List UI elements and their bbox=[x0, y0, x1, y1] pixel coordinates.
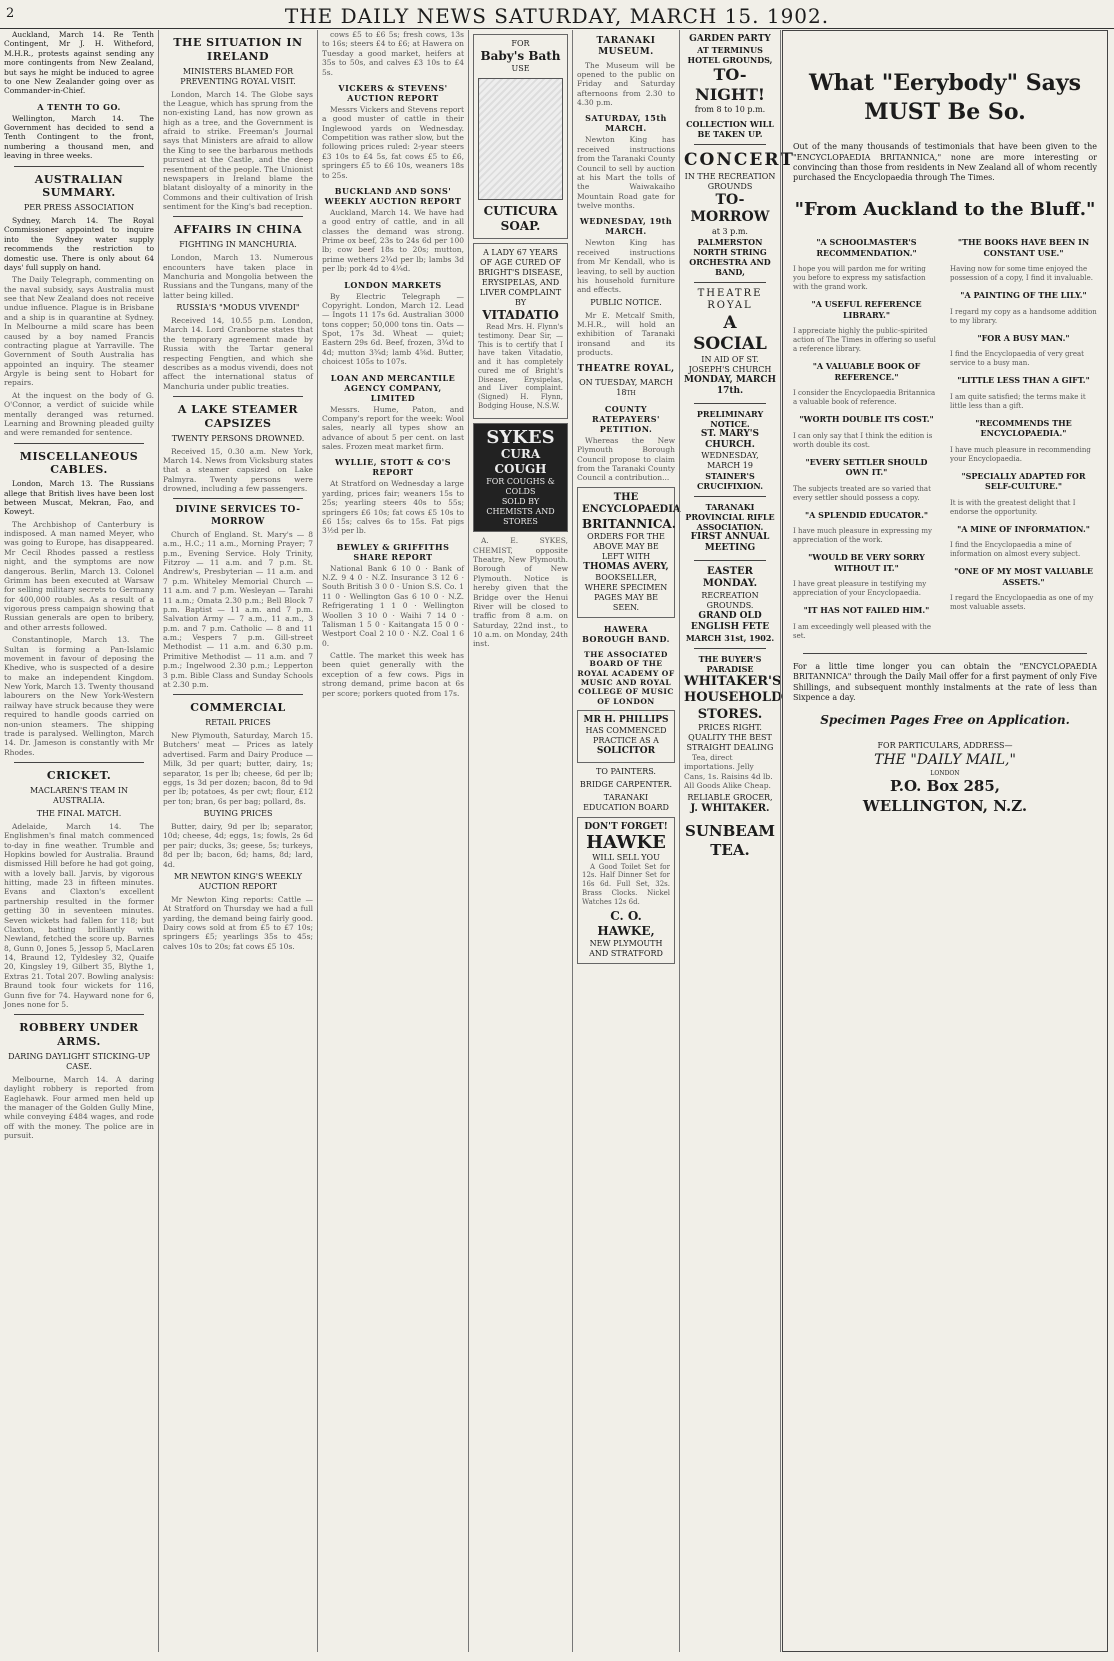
column-3: cows £5 to £6 5s; fresh cows, 13s to 16s; steers £4 to £6; at Hawera on Tuesday a good market, heifers at 35s to 50s, and calves £3 10s to £4 5s. VICKERS & STEVENS' AUCTION REPORT Messrs Vickers and Stevens report a good muster of cattle in their Inglewood yards on Wednesday. Competition was rather slow, but the following prices ruled: 2-year steers £3 10s to £4 5s, fat cows £5 to £6, springers £5 to £6 10s, weaners 18s to 25s. BUCKLAND AND SONS' WEEKLY AUCTION REPORT Auckland, March 14. We have had a good entry of cattle, and in all classes the demand was strong. Prime ox beef, 23s to 24s 6d per 100 lb; cow beef 18s to 20s; mutton, prime wethers 2¾d per lb; lambs 3d per lb; pork 4d to 4¼d. LONDON MARKETS By Electric Telegraph — Copyright. London, March 12. Lead — Ingots 11 17s 6d. Australian 3000 tons copper; 50,000 tons tin. Oats — Spot, 17s 3d. Wheat — quiet; Eastern 29s 6d. Beef, frozen, 3¾d to 4d; mutton 3¾d; lamb 4⅝d. Butter, choicest 105s to 107s. LOAN AND MERCANTILE AGENCY COMPANY, LIMITED Messrs. Hume, Paton, and Company's report for the week: Wool sales, nearly all types show an advance of about 5 per cent. on last sales. Frozen meat market firm. WYLLIE, STOTT & CO'S REPORT At Stratford on Wednesday a large yarding, prices fair; weaners 15s to 25s; yearling steers 40s to 55s; springers £6 10s; fat cows £5 10s to £6 15s; calves 6s to 15s. Fat pigs 3½d per lb. BEWLEY & GRIFFITHS SHARE REPORT National Bank 6 10 0 · Bank of N.Z. 9 4 0 · N.Z. Insurance 3 12 6 · South British 3 0 0 · Union S.S. Co. 1 11 0 · Wellington Gas 6 10 0 · N.Z. Refrigerating 1 1 0 · Wellington Woollen 3 10 0 · Waihi 7 14 0 · Talisman 1 5 0 · Kaitangata 15 0 0 · Westport Coal 2 10 0 · N.Z. Coal 1 6 0. Cattle. The market this week has been quiet generally with the exception of a few cows. Pigs in strong demand, prime bacon at 6s per score; porkers quoted from 17s. bbox=[322, 30, 464, 698]
ireland-sub: MINISTERS BLAMED FOR PREVENTING ROYAL VISIT. bbox=[180, 66, 296, 86]
robbery-heading: ROBBERY UNDER ARMS. bbox=[19, 1021, 139, 1048]
tenth-text: Wellington, March 14. The Government has decided to send a Tenth Contingent to the front, numbering a thousand men, and leaving in three weeks. bbox=[4, 113, 154, 161]
tomorrow: TO-MORROW bbox=[690, 191, 770, 225]
reliable-grocer: RELIABLE GROCER, bbox=[687, 793, 773, 803]
buying-prices-sub: BUYING PRICES bbox=[203, 809, 273, 818]
testimonial-heading: "EVERY SETTLER SHOULD OWN IT." bbox=[805, 456, 928, 478]
daily-mail: THE "DAILY MAIL," bbox=[874, 752, 1016, 769]
testimonial-heading: "THE BOOKS HAVE BEEN IN CONSTANT USE." bbox=[957, 237, 1090, 258]
steamer-sub: TWENTY PERSONS DROWNED. bbox=[171, 433, 305, 443]
divine-heading: DIVINE SERVICES TO-MORROW bbox=[175, 505, 301, 527]
vitadatio-brand: VITADATIO bbox=[482, 308, 559, 322]
cuticura-ad bbox=[473, 34, 568, 239]
buckland-heading: BUCKLAND AND SONS' WEEKLY AUCTION REPORT bbox=[324, 185, 462, 206]
encyclopaedia-line2: BRITANNICA. bbox=[582, 516, 676, 531]
social: A SOCIAL bbox=[693, 312, 767, 354]
testimonial-heading: "RECOMMENDS THE ENCYCLOPAEDIA." bbox=[975, 417, 1072, 439]
sunbeam-tea: SUNBEAM TEA. bbox=[685, 821, 775, 859]
recreation: RECREATION GROUNDS. bbox=[701, 590, 759, 610]
testimonials-col-b: "THE BOOKS HAVE BEEN IN CONSTANT USE." Having now for some time enjoyed the possession of a copy, I find it invaluable. "A PAINTING OF THE LILY." I regard my copy as a handsome addition to my library. "FOR A BUSY MAN." I find the Encyclopaedia of very great service to a busy man. "LITTLE LESS THAN A GIFT." I am quite satisfied; the terms make it little less than a gift. "RECOMMENDS THE ENCYCLOPAEDIA." I have much pleasure in recommending your Encyclopaedia. "SPECIALLY ADAPTED FOR SELF-CULTURE." It is with the greatest delight that I endorse the opportunity. "A MINE OF INFORMATION." I find the Encyclopaedia a mine of information on almost every subject. "ONE OF MY MOST VALUABLE ASSETS." I regard the Encyclopaedia as one of my most valuable assets. bbox=[950, 237, 1097, 612]
misc-cables-text: London, March 13. The Russians allege that British lives have been lost between Muscat, Mekran, Fao, and Koweyt. bbox=[4, 479, 154, 517]
tomorrow-time: at 3 p.m. bbox=[712, 226, 748, 236]
quality-best: QUALITY THE BEST bbox=[688, 732, 772, 742]
fete: GRAND OLD ENGLISH FETE bbox=[690, 610, 770, 632]
band: PALMERSTON NORTH STRING ORCHESTRA AND BAND, bbox=[689, 236, 771, 277]
london-markets-heading: LONDON MARKETS bbox=[344, 279, 442, 290]
testimonial-heading: "LITTLE LESS THAN A GIFT." bbox=[957, 375, 1090, 386]
steamer-heading: A LAKE STEAMER CAPSIZES bbox=[177, 403, 299, 430]
bridge-heading: BRIDGE CARPENTER. bbox=[579, 779, 673, 789]
concert-where: IN THE RECREATION GROUNDS bbox=[684, 171, 776, 191]
hawera-band-heading: HAWERA BOROUGH BAND. bbox=[582, 623, 670, 644]
whitaker-name: J. WHITAKER. bbox=[690, 803, 770, 815]
testimonial-heading: "WOULD BE VERY SORRY WITHOUT IT." bbox=[808, 552, 925, 573]
australian-summary-heading: AUSTRALIAN SUMMARY. bbox=[34, 172, 124, 200]
rifle-meeting: FIRST ANNUAL MEETING bbox=[690, 532, 770, 554]
hawke-name: C. O. HAWKE, bbox=[597, 909, 655, 939]
australian-summary-text: Sydney, March 14. The Royal Commissioner appointed to inquire into the Sydney water supply recommends the restriction to domestic use. There is only about 64 days' full supply on hand. bbox=[4, 216, 154, 272]
page-number: 2 bbox=[6, 6, 16, 21]
tonight-time: from 8 to 10 p.m. bbox=[694, 105, 766, 115]
cricket-sub: MACLAREN'S TEAM IN AUSTRALIA. bbox=[29, 785, 129, 805]
hawke-line1: DON'T FORGET! bbox=[584, 821, 668, 832]
tenth-heading: A TENTH TO GO. bbox=[37, 101, 121, 112]
theatre-royal-heading: THEATRE ROYAL, bbox=[577, 363, 675, 374]
phillips-line3: SOLICITOR bbox=[596, 746, 656, 757]
testimonials-intro: Out of the many thousands of testimonials that have been given to the "ENCYCLOPAEDIA BRITANNICA," none are more interesting or convincing than those from residents in New Zealand all of whom recently purchased the Encyclopaedia through The Times. bbox=[793, 142, 1097, 183]
cuticura-line3: USE bbox=[511, 64, 530, 73]
testimonial-heading: "A PAINTING OF THE LILY." bbox=[960, 290, 1087, 301]
sykes-ad bbox=[473, 423, 568, 533]
education-heading: TARANAKI EDUCATION BOARD bbox=[583, 792, 669, 812]
city: WELLINGTON, N.Z. bbox=[862, 796, 1028, 815]
prices-right: PRICES RIGHT. bbox=[698, 722, 762, 732]
fete-date: MARCH 31st, 1902. bbox=[685, 633, 775, 643]
theatre-royal-2: THEATRE ROYAL bbox=[697, 287, 763, 311]
phillips-line2: HAS COMMENCED PRACTICE AS A bbox=[585, 726, 667, 746]
testimonial-heading: "A MINE OF INFORMATION." bbox=[957, 523, 1090, 534]
phillips-line1: MR H. PHILLIPS bbox=[583, 715, 669, 726]
concert: CONCERT bbox=[684, 150, 795, 171]
australian-summary-sub: PER PRESS ASSOCIATION bbox=[23, 203, 135, 212]
column-4: TARANAKI MUSEUM. The Museum will be opened to the public on Friday and Saturday afternoons from 2.30 to 4.30 p.m. SATURDAY, 15th MARCH. Newton King has received instructions from the Taranaki County Council to sell by auction at his Mart the tolls of the Waiwakaiho Mountain Road gate for twelve months. WEDNESDAY, 19th MARCH. Newton King has received instructions from Mr Kendall, who is leaving, to sell by auction his household furniture and effects. PUBLIC NOTICE. Mr E. Metcalf Smith, M.H.R., will hold an exhibition of Taranaki ironsand and its products. THEATRE ROYAL, ON TUESDAY, MARCH 18th COUNTY RATEPAYERS' PETITION. Whereas the New Plymouth Borough Council propose to claim from the Taranaki County Council a contribution... THE ENCYCLOPAEDIA BRITANNICA. ORDERS FOR THE ABOVE MAY BE LEFT WITH THOMAS AVERY, BOOKSELLER, WHERE SPECIMEN PAGES MAY BE SEEN. HAWERA BOROUGH BAND. THE ASSOCIATED BOARD OF THE ROYAL ACADEMY OF MUSIC AND ROYAL COLLEGE OF MUSIC OF LONDON MR H. PHILLIPS HAS COMMENCED PRACTICE AS A SOLICITOR TO PAINTERS. BRIDGE CARPENTER. TARANAKI EDUCATION BOARD DON'T FORGET! HAWKE WILL SELL YOU A Good Toilet Set for 12s. Half Dinner Set for 16s 6d. Full Set, 32s. Brass Clocks. Nickel Watches 12s 6d. C. O. HAWKE, NEW PLYMOUTH AND STRATFORD bbox=[573, 30, 679, 1652]
testimonial-heading: "FOR A BUSY MAN." bbox=[977, 332, 1070, 343]
testimonial-heading: "A USEFUL REFERENCE LIBRARY." bbox=[811, 299, 922, 320]
garden-party: GARDEN PARTY bbox=[689, 34, 771, 44]
associated-board-heading: THE ASSOCIATED BOARD OF THE ROYAL ACADEMY OF MUSIC AND ROYAL COLLEGE OF MUSIC OF LONDON bbox=[577, 649, 675, 706]
preliminary: PRELIMINARY NOTICE. bbox=[696, 408, 764, 429]
testimonial-heading: "WORTH DOUBLE ITS COST." bbox=[799, 414, 934, 425]
cuticura-line1: FOR bbox=[511, 39, 530, 48]
painters-heading: TO PAINTERS. bbox=[596, 766, 656, 776]
sykes-line1: SYKES bbox=[486, 426, 555, 448]
stainer: STAINER'S CRUCIFIXION. bbox=[696, 471, 764, 491]
column-5: GARDEN PARTY AT TERMINUS HOTEL GROUNDS, TO-NIGHT! from 8 to 10 p.m. COLLECTION WILL BE TAKEN UP. CONCERT IN THE RECREATION GROUNDS TO-MORROW at 3 p.m. PALMERSTON NORTH STRING ORCHESTRA AND BAND, THEATRE ROYAL A SOCIAL IN AID OF ST. JOSEPH'S CHURCH MONDAY, MARCH 17th. PRELIMINARY NOTICE. ST. MARY'S CHURCH. WEDNESDAY, MARCH 19 STAINER'S CRUCIFIXION. TARANAKI PROVINCIAL RIFLE ASSOCIATION. FIRST ANNUAL MEETING EASTER MONDAY. RECREATION GROUNDS. GRAND OLD ENGLISH FETE MARCH 31st, 1902. THE BUYER'S PARADISE WHITAKER'S HOUSEHOLD STORES. PRICES RIGHT. QUALITY THE BEST STRAIGHT DEALING Tea, direct importations. Jelly Cans, 1s. Raisins 4d lb. All Goods Alike Cheap. RELIABLE GROCER, J. WHITAKER. SUNBEAM TEA. bbox=[684, 34, 795, 859]
daily-mail-london: LONDON bbox=[930, 769, 960, 777]
cuticura-line4: CUTICURA SOAP. bbox=[483, 204, 558, 233]
vitadatio-text: A LADY 67 YEARS OF AGE CURED OF BRIGHT'S DISEASE, ERYSIPELAS, AND LIVER COMPLAINT BY bbox=[478, 248, 563, 307]
column-2: THE SITUATION IN IRELAND MINISTERS BLAMED FOR PREVENTING ROYAL VISIT. London, March 14. The Globe says the League, which has sprung from the non-existing Land, has now grown as high as a tree, and the Government is afraid to strike. Freeman's Journal says that Ministers are afraid to allow the King to see the barbarous methods pursued at the Castle, and the deep resentment of the people. The Unionist newspapers in Ireland blame the blatant disloyalty of a minority in the Commons and their cultivation of Irish sentiment for the King's bad reception. AFFAIRS IN CHINA FIGHTING IN MANCHURIA. London, March 13. Numerous encounters have taken place in Manchuria and Mongolia between the Russians and the Tungans, many of the latter being killed. RUSSIA'S "MODUS VIVENDI" Received 14, 10.55 p.m. London, March 14. Lord Cranborne states that the temporary agreement made by Russia with the Tartar general respecting Fengtien, and which she describes as a modus vivendi, does not affect the international status of Manchuria under public treaties. A LAKE STEAMER CAPSIZES TWENTY PERSONS DROWNED. Received 15, 0.30 a.m. New York, March 14. News from Vicksburg states that a steamer capsized on Lake Palmyra. Twenty persons were drowned, including a few passengers. DIVINE SERVICES TO-MORROW Church of England. St. Mary's — 8 a.m., H.C.; 11 a.m., Morning Prayer; 7 p.m., Evening Service. Holy Trinity, Fitzroy — 11 a.m. and 7 p.m. St. Andrew's, Presbyterian — 11 a.m. and 7 p.m. Whiteley Memorial Church — 11 a.m. and 7 p.m. Wesleyan — Tarahi 11 a.m.; Omata 2.30 p.m.; Bell Block 7 p.m. Baptist — 11 a.m. and 7 p.m. Salvation Army — 7 a.m., 11 a.m., 3 p.m. and 7 p.m. Catholic — 8 and 11 a.m.; Vespers 7 p.m. Gill-street Methodist — 11 a.m. and 6.30 p.m. Primitive Methodist — 11 a.m. and 7 p.m.; Ingelwood 2.30 p.m.; Lepperton 3 p.m. Bible Class and Sunday Schools at 2.30 p.m. COMMERCIAL RETAIL PRICES New Plymouth, Saturday, March 15. Butchers' meat — Prices as lately advertised. Farm and Dairy Produce — Milk, 3d per quart; butter, dairy, 1s; separator, 1s per lb; cheese, 6d per lb; eggs, 1s 3d per dozen; bacon, 8d to 9d per lb; potatoes, 4s per cwt; flour, £12 per ton; bran, 6s per bag; pollard, 8s. BUYING PRICES Butter, dairy, 9d per lb; separator, 10d; cheese, 4d; eggs, 1s; fowls, 2s 6d per pair; ducks, 3s; geese, 5s; turkeys, 8d per lb; bacon, 6d; hams, 8d; lard, 4d. MR NEWTON KING'S WEEKLY AUCTION REPORT Mr Newton King reports: Cattle — At Stratford on Thursday we had a full yarding, the demand being fairly good. Dairy cows sold at from £5 to £7 10s; springers £5; yearlings 35s to 45s; calves 10s to 20s; fat cows £5 10s. bbox=[163, 36, 313, 951]
vitadatio-ad: A LADY 67 YEARS OF AGE CURED OF BRIGHT'S DISEASE, ERYSIPELAS, AND LIVER COMPLAINT BY VITADATIO Read Mrs. H. Flynn's testimony. Dear Sir, — This is to certify that I have taken Vitadatio, and it has completely cured me of Bright's Disease, Erysipelas, and Liver complaint. (Signed) H. Flynn, Bodging House, N.S.W. bbox=[473, 243, 568, 419]
newton-king-sub: MR NEWTON KING'S WEEKLY AUCTION REPORT bbox=[174, 871, 302, 891]
sykes-line4: SOLD BY CHEMISTS AND STORES bbox=[486, 497, 555, 527]
testimonials-col-a: "A SCHOOLMASTER'S RECOMMENDATION." I hope you will pardon me for writing you before to express my satisfaction with the grand work. "A USEFUL REFERENCE LIBRARY." I appreciate highly the public-spirited action of The Times in offering so useful a reference library. "A VALUABLE BOOK OF REFERENCE." I consider the Encyclopaedia Britannica a valuable book of reference. "WORTH DOUBLE ITS COST." I can only say that I think the edition is worth double its cost. "EVERY SETTLER SHOULD OWN IT." The subjects treated are so varied that every settler should possess a copy. "A SPLENDID EDUCATOR." I have much pleasure in expressing my appreciation of the work. "WOULD BE VERY SORRY WITHOUT IT." I have great pleasure in testifying my appreciation of your Encyclopaedia. "IT HAS NOT FAILED HIM." I am exceedingly well pleased with the set. bbox=[793, 231, 940, 648]
terminus: AT TERMINUS HOTEL GROUNDS, bbox=[687, 45, 773, 66]
china-sub: FIGHTING IN MANCHURIA. bbox=[179, 240, 297, 250]
hawke-ad: DON'T FORGET! HAWKE WILL SELL YOU A Good Toilet Set for 12s. Half Dinner Set for 16s 6d. Full Set, 32s. Brass Clocks. Nickel Watches 12s 6d. C. O. HAWKE, NEW PLYMOUTH AND STRATFORD bbox=[577, 817, 675, 965]
russia-sub: RUSSIA'S "MODUS VIVENDI" bbox=[176, 303, 300, 312]
whitaker-stores: WHITAKER'S HOUSEHOLD STORES. bbox=[684, 674, 783, 722]
vickers-heading: VICKERS & STEVENS' AUCTION REPORT bbox=[338, 82, 448, 103]
testimonial-heading: "A SPLENDID EDUCATOR." bbox=[804, 509, 929, 520]
testimonials-headline: What "Eerybody" Says MUST Be So. bbox=[808, 70, 1082, 125]
easter: EASTER MONDAY. bbox=[702, 565, 758, 589]
address-label: FOR PARTICULARS, ADDRESS— bbox=[877, 741, 1013, 751]
specimen-pages: Specimen Pages Free on Application. bbox=[820, 713, 1070, 728]
column-1: Auckland, March 14. Re Tenth Contingent, Mr J. H. Witheford, M.H.R., protests against sending any more contingents from New Zealand, but says he might be induced to agree to one New Zealander going over as Commander-in-Chief. A TENTH TO GO. Wellington, March 14. The Government has decided to send a Tenth Contingent to the front, numbering a thousand men, and leaving in three weeks. AUSTRALIAN SUMMARY. PER PRESS ASSOCIATION Sydney, March 14. The Royal Commissioner appointed to inquire into the Sydney water supply recommends the restriction to domestic use. There is only about 64 days' full supply on hand. The Daily Telegraph, commenting on the naval subsidy, says Australia must see that New Zealand does not receive undue influence. Plague is in Brisbane and a ship is in quarantine at Sydney. In Melbourne a mild scare has been caused by a boy named Francis contracting plague at Yarraville. The Government of South Australia has appointed an inquiry. The steamer Argyle is being sent to Hobart for repairs. At the inquest on the body of G. O'Connor, a verdict of suicide while mentally deranged was returned. Learning and Browning pleaded guilty and were remanded for sentence. MISCELLANEOUS CABLES. London, March 13. The Russians allege that British lives have been lost between Muscat, Mekran, Fao, and Koweyt. The Archbishop of Canterbury is indisposed. A man named Meyer, who was going to Europe, has disappeared. Mr Cecil Rhodes passed a restless night, and the symptoms are now dangerous. Berlin, March 13. Colonel Grimm has been executed at Warsaw for selling military secrets to Germany for 400,000 roubles. As a result of a vigorous press campaign showing that Russian generals are open to bribery, and other arrests followed. Constantinople, March 13. The Sultan is forming a Pan-Islamic movement in favour of deposing the Khedive, who is suspected of a desire to make an independent Kingdom. New York, March 13. Twenty thousand labourers on the New York-Western railway have struck because they were required to handle goods carried on non-union steamers. The shipping trade is paralysed. Wellington, March 14. Dr. Jameson is constantly with Mr Rhodes. CRICKET. MACLAREN'S TEAM IN AUSTRALIA. THE FINAL MATCH. Adelaide, March 14. The Englishmen's final match commenced to-day in fine weather. Trumble and Hopkins bowled for Australia. Braund dismissed Hill before he had got going, with a lovely ball. Jarvis, by vigorous hitting, made 23 in fifteen minutes. Evans and Claxton's excellent partnership resulted in the former getting 30 in seventeen minutes. Seven wickets had fallen for 118; but Claxton, batting brilliantly with Newland, fetched the score up. Barnes 8, Gunn 0, Jones 5, Jessop 5, MacLaren 14, Braund 12, Tyldesley 32, Quaife 20, Kingsley 19, Gilbert 35, Blythe 1, Extras 21. Total 207. Bowling analysis: Braund took four wickets for 116, Gunn five for 74. Hayward none for 6, Jones none for 5. ROBBERY UNDER ARMS. DARING DAYLIGHT STICKING-UP CASE. Melbourne, March 14. A daring daylight robbery is reported from Eaglehawk. Four armed men held up the manager of the Golden Gully Mine, while conveying £484 wages, and rode off with the money. The police are in pursuit. bbox=[4, 30, 154, 1140]
address-block bbox=[793, 741, 1097, 816]
theatre-date: ON TUESDAY, MARCH 18th bbox=[579, 377, 673, 397]
sykes-line3: FOR COUGHS & COLDS bbox=[486, 477, 555, 497]
cuticura-illustration bbox=[478, 78, 563, 200]
sykes-line2: CURA COUGH bbox=[494, 447, 547, 477]
wednesday-heading: WEDNESDAY, 19th MARCH. bbox=[579, 216, 673, 237]
st-marys-date: WEDNESDAY, MARCH 19 bbox=[701, 451, 759, 470]
collection: COLLECTION WILL BE TAKEN UP. bbox=[686, 119, 774, 140]
encyclopaedia-line4: THOMAS AVERY, bbox=[583, 561, 669, 572]
museum-heading: TARANAKI MUSEUM. bbox=[596, 36, 656, 58]
hawke-line3: WILL SELL YOU bbox=[592, 852, 660, 862]
column-3-ads: FOR Baby's Bath USE CUTICURA SOAP. A LADY 67 YEARS OF AGE CURED OF BRIGHT'S DISEASE, ERYSIPELAS, AND LIVER COMPLAINT BY VITADATIO Read Mrs. H. Flynn's testimony. Dear Sir, — This is to certify that I have taken Vitadatio, and it has completely cured me of Bright's Disease, Erysipelas, and Liver complaint. (Signed) H. Flynn, Bodging House, N.S.W. SYKES CURA COUGH FOR COUGHS & COLDS SOLD BY CHEMISTS AND STORES A. E. SYKES, CHEMIST, opposite Theatre, New Plymouth. Borough of New Plymouth. Notice is hereby given that the Bridge over the Henui River will be closed to traffic from 8 a.m. on Saturday, 22nd inst., to 10 a.m. on Monday, 24th inst. bbox=[469, 30, 572, 1652]
cricket-heading: CRICKET. bbox=[46, 769, 112, 782]
tonight: TO-NIGHT! bbox=[695, 65, 765, 105]
bewley-heading: BEWLEY & GRIFFITHS SHARE REPORT bbox=[336, 541, 450, 562]
straight-dealing: STRAIGHT DEALING bbox=[686, 742, 774, 752]
testimonial-heading: "ONE OF MY MOST VALUABLE ASSETS." bbox=[954, 566, 1093, 587]
cricket-sub2: THE FINAL MATCH. bbox=[36, 808, 122, 818]
ratepayers-heading: COUNTY RATEPAYERS' PETITION. bbox=[592, 403, 660, 434]
article-contingent: Auckland, March 14. Re Tenth Contingent, Mr J. H. Witheford, M.H.R., protests against sending any more contingents from New Zealand, but says he might be induced to agree to one New Zealander going over as Commander-in-Chief. bbox=[4, 30, 154, 96]
testimonial-heading: "SPECIALLY ADAPTED FOR SELF-CULTURE." bbox=[961, 470, 1086, 492]
robbery-sub: DARING DAYLIGHT STICKING-UP CASE. bbox=[8, 1051, 150, 1071]
cuticura-line2: Baby's Bath bbox=[480, 49, 561, 63]
offer-text: For a little time longer you can obtain the "ENCYCLOPAEDIA BRITANNICA" through the Daily Mail offer for a first payment of only Five Shillings, and subsequent monthly instalments at the rate of less than Sixpence a day. bbox=[793, 661, 1097, 703]
wyllie-heading: WYLLIE, STOTT & CO'S REPORT bbox=[334, 457, 452, 478]
retail-prices-sub: RETAIL PRICES bbox=[205, 718, 271, 727]
testimonials-subhead: "From Auckland to the Bluff." bbox=[794, 198, 1096, 220]
testimonial-heading: "A SCHOOLMASTER'S RECOMMENDATION." bbox=[816, 237, 917, 258]
po-box: P.O. Box 285, bbox=[889, 777, 1001, 796]
social-date: MONDAY, MARCH 17th. bbox=[684, 375, 776, 397]
st-marys: ST. MARY'S CHURCH. bbox=[700, 428, 760, 450]
commercial-heading: COMMERCIAL bbox=[190, 701, 286, 715]
encyclopaedia-line1: THE ENCYCLOPAEDIA bbox=[582, 491, 681, 516]
hawke-place: NEW PLYMOUTH AND STRATFORD bbox=[589, 939, 663, 959]
ireland-heading: THE SITUATION IN IRELAND bbox=[173, 36, 303, 63]
hawke-line2: HAWKE bbox=[586, 831, 666, 853]
masthead bbox=[0, 4, 1114, 29]
loan-mercantile-heading: LOAN AND MERCANTILE AGENCY COMPANY, LIMITED bbox=[330, 372, 456, 403]
testimonial-heading: "IT HAS NOT FAILED HIM." bbox=[803, 605, 930, 616]
encyclopaedia-testimonials bbox=[782, 30, 1108, 1652]
buyers-paradise: THE BUYER'S PARADISE bbox=[698, 654, 762, 674]
masthead-title: THE DAILY NEWS SATURDAY, MARCH 15. 1902. bbox=[284, 4, 830, 28]
rifle: TARANAKI PROVINCIAL RIFLE ASSOCIATION. bbox=[685, 502, 775, 532]
phillips-ad bbox=[577, 710, 675, 763]
encyclopaedia-ad bbox=[577, 487, 681, 618]
encyclopaedia-line3: ORDERS FOR THE ABOVE MAY BE LEFT WITH bbox=[587, 531, 665, 561]
social-aid: IN AID OF ST. JOSEPH'S CHURCH bbox=[688, 355, 772, 374]
china-heading: AFFAIRS IN CHINA bbox=[173, 223, 303, 237]
public-notice-heading: PUBLIC NOTICE. bbox=[590, 297, 662, 307]
testimonial-heading: "A VALUABLE BOOK OF REFERENCE." bbox=[812, 361, 921, 382]
saturday-heading: SATURDAY, 15th MARCH. bbox=[585, 113, 667, 134]
encyclopaedia-line5: BOOKSELLER, WHERE SPECIMEN PAGES MAY BE SEEN. bbox=[584, 572, 668, 612]
misc-cables-heading: MISCELLANEOUS CABLES. bbox=[19, 449, 139, 477]
